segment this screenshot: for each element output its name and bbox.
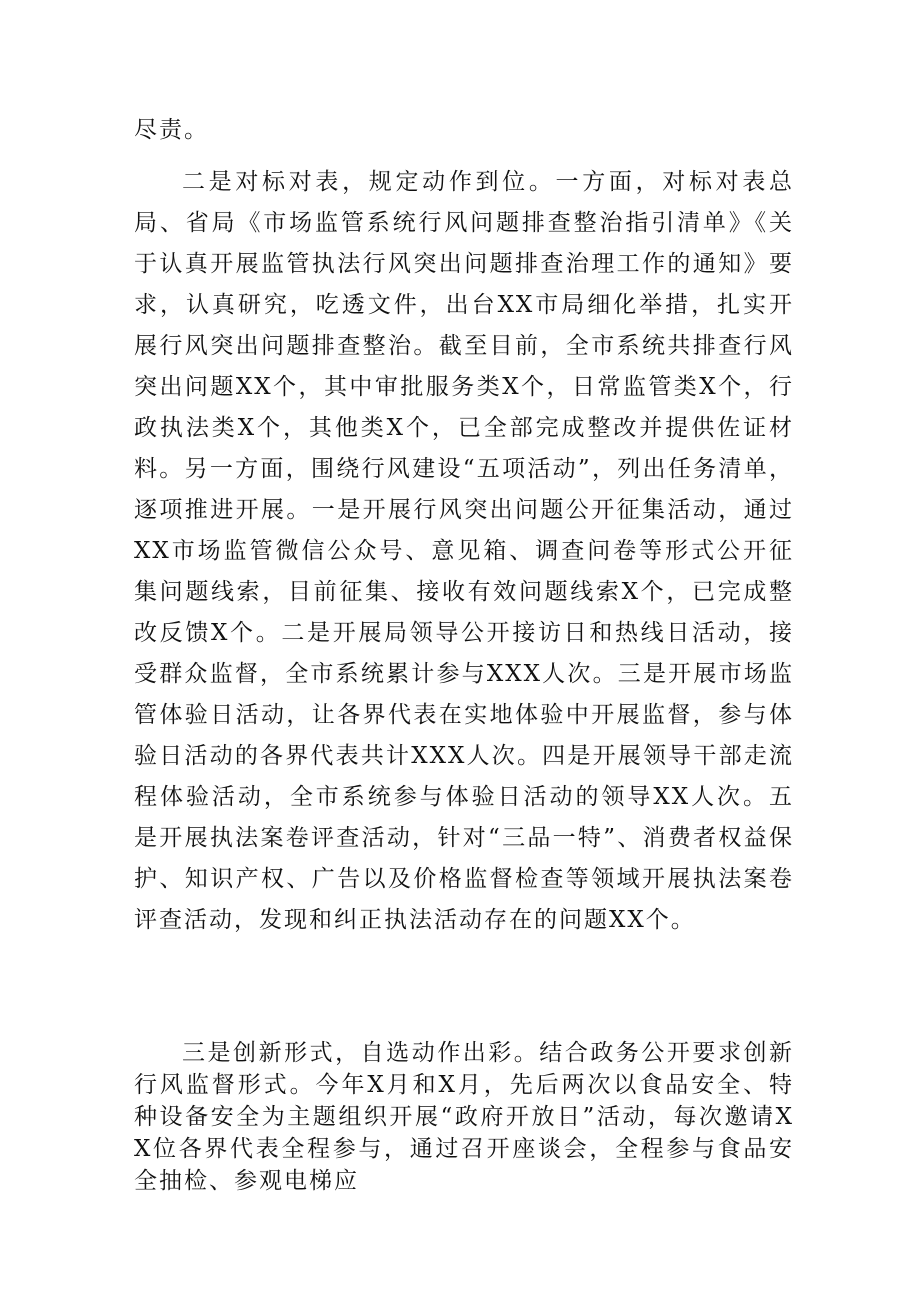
paragraph-innovation: 三是创新形式，自选动作出彩。结合政务公开要求创新行风监督形式。今年X月和X月，先后两次以食品安全、特种设备安全为主题组织开展“政府开放日”活动，每次邀请XX位各界代表全程参与，通过召开座谈会，全程参与食品安全抽检、参观电梯应 <box>134 1040 794 1194</box>
paragraph-benchmarking: 二是对标对表，规定动作到位。一方面，对标对表总局、省局《市场监管系统行风问题排查整治指引清单》《关于认真开展监管执法行风突出问题排查治理工作的通知》要求，认真研究，吃透文件，出台XX市局细化举措，扎实开展行风突出问题排查整治。截至目前，全市系统共排查行风突出问题XX个，其中审批服务类X个，日常监管类X个，行政执法类X个，其他类X个，已全部完成整改并提供佐证材料。另一方面，围绕行风建设“五项活动”，列出任务清单，逐项推进开展。一是开展行风突出问题公开征集活动，通过XX市场监管微信公众号、意见箱、调查问卷等形式公开征集问题线索，目前征集、接收有效问题线索X个，已完成整改反馈X个。二是开展局领导公开接访日和热线日活动，接受群众监督，全市系统累计参与XXX人次。三是开展市场监管体验日活动，让各界代表在实地体验中开展监督，参与体验日活动的各界代表共计XXX人次。四是开展领导干部走流程体验活动，全市系统参与体验日活动的领导XX人次。五是开展执法案卷评查活动，针对“三品一特”、消费者权益保护、知识产权、广告以及价格监督检查等领域开展执法案卷评查活动，发现和纠正执法活动存在的问题XX个。 <box>134 169 794 933</box>
paragraph-continuation: 尽责。 <box>134 117 209 143</box>
